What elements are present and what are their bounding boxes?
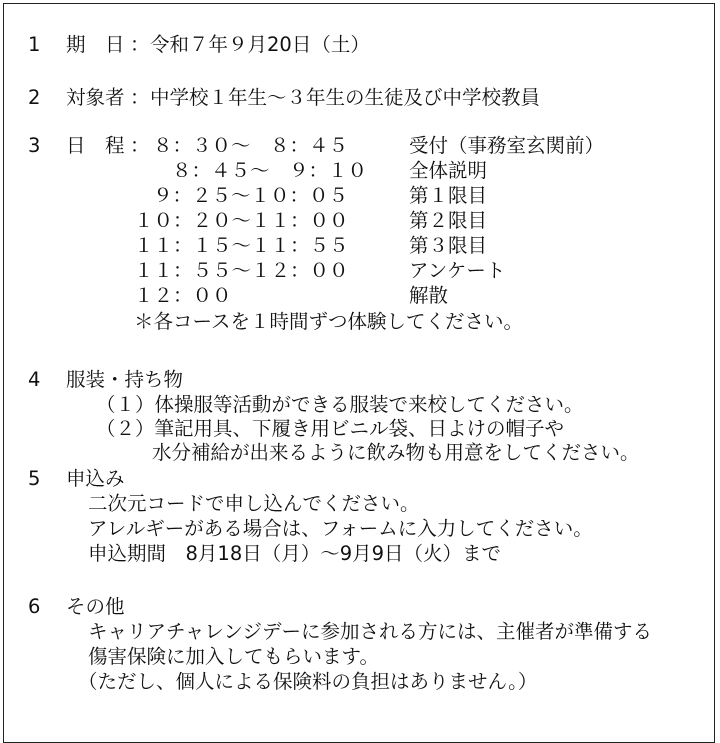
schedule-desc: 全体説明 [409,159,488,182]
section-5-label: 申込み [66,467,125,490]
schedule-time: １１：５５～１２：００ [134,259,349,282]
belongings-item-1: （１）体操服等活動ができる服装で来校してください。 [96,393,584,416]
schedule-time: ９：２５～１０：０５ [153,184,349,207]
section-1-separator: ： [130,33,150,56]
schedule-desc: 解散 [409,284,449,307]
insurance-note-line-3: （ただし、個人による保険料の負担はありません。） [78,670,538,693]
section-6-number: 6 [28,595,41,618]
insurance-note-line-2: 傷害保険に加入してもらいます。 [88,645,379,668]
schedule-desc: 第１限目 [409,184,488,207]
event-date: 令和７年９月20日（土） [150,33,370,56]
section-2-label: 対象者 [66,86,125,109]
schedule-note: ＊各コースを１時間ずつ体験してください。 [134,310,524,333]
schedule-time: ８：４５～ ９：１０ [172,159,368,182]
target-participants: 中学校１年生～３年生の生徒及び中学校教員 [150,86,541,109]
section-2-number: 2 [28,86,41,109]
schedule-time: １２：００ [134,284,232,307]
section-3-label: 日 程 [66,134,125,157]
schedule-desc: 第３限目 [409,234,488,257]
schedule-desc: 第２限目 [409,209,488,232]
insurance-note-line-1: キャリアチャレンジデーに参加される方には、主催者が準備する [88,620,652,643]
section-6-label: その他 [66,595,125,618]
section-1-number: 1 [28,33,41,56]
section-3-number: 3 [28,134,41,157]
section-3-separator: ： [130,134,150,157]
section-5-number: 5 [28,467,41,490]
schedule-desc: 受付（事務室玄関前） [409,134,605,157]
section-2-separator: ： [130,86,150,109]
schedule-time: ８：３０～ ８：４５ [153,134,349,157]
belongings-item-2: （２）筆記用具、下履き用ビニル袋、日よけの帽子や [96,417,565,440]
section-4-label: 服装・持ち物 [66,368,184,391]
section-1-label: 期 日 [66,33,125,56]
schedule-desc: アンケート [409,259,506,282]
allergy-instruction: アレルギーがある場合は、フォームに入力してください。 [88,517,593,540]
application-period: 申込期間 8月18日（月）～9月9日（火）まで [88,542,502,565]
schedule-time: １０：２０～１１：００ [134,209,349,232]
application-instruction: 二次元コードで申し込んでください。 [88,492,420,515]
schedule-time: １１：１５～１１：５５ [134,234,349,257]
section-4-number: 4 [28,368,41,391]
belongings-item-2-continued: 水分補給が出来るように飲み物も用意をしてください。 [152,441,640,464]
